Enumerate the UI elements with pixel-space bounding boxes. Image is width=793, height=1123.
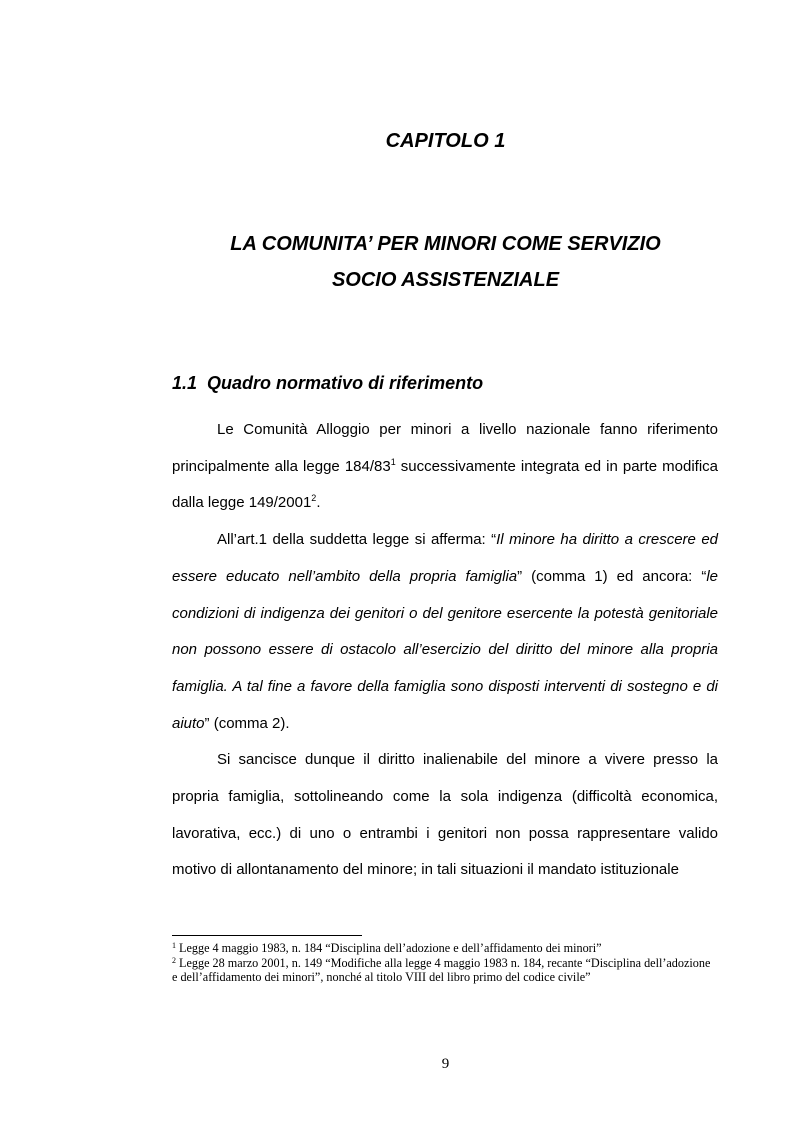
paragraph-3: Si sancisce dunque il diritto inalienabile del minore a vivere presso la propria famiglia, sottolineando come la sola indigenza (difficoltà economica, lavorativa, ecc.) di uno o entrambi i genitori non possa rappresentare valido motivo di allontanamento del minore; in tali situazioni il mandato istituzionale — [172, 751, 718, 879]
footnote-1-text: Legge 4 maggio 1983, n. 184 “Disciplina dell’adozione e dell’affidamento dei minori” — [176, 941, 602, 955]
body-text — [172, 412, 718, 889]
page-number: 9 — [441, 1056, 450, 1072]
chapter-title-line-1: LA COMUNITA’ PER MINORI COME SERVIZIO — [230, 233, 661, 255]
chapter-title-line-2: SOCIO ASSISTENZIALE — [331, 269, 560, 291]
chapter-heading: CAPITOLO 1 — [385, 130, 506, 152]
footnote-ref-2: 2 — [311, 493, 317, 504]
paragraph-2-text-c: ” (comma 2). — [204, 714, 290, 732]
paragraph-2 — [172, 522, 718, 742]
footnote-ref-1: 1 — [390, 456, 396, 467]
footnote-2-text: Legge 28 marzo 2001, n. 149 “Modifiche alla legge 4 maggio 1983 n. 184, recante “Disciplina dell’adozione e dell’affidamento dei minori”, nonché al titolo VIII del libro primo del codice civile” — [172, 955, 711, 984]
paragraph-1 — [172, 412, 718, 522]
quote-comma-1: Il minore ha diritto a crescere ed essere educato nell’ambito della propria famiglia — [172, 531, 718, 585]
section-heading — [172, 373, 483, 394]
chapter-title — [0, 226, 793, 298]
quote-comma-2: le condizioni di indigenza dei genitori o del genitore esercente la potestà genitoriale non possono essere di ostacolo all’esercizio del diritto del minore alla propria famiglia. A tal fine a favore della famiglia sono disposti interventi di sostegno e di aiuto — [172, 567, 718, 732]
footnote-separator — [172, 935, 362, 936]
paragraph-2-text-b: ” (comma 1) ed ancora: “ — [517, 567, 707, 585]
paragraph-2-text-a: All’art.1 della suddetta legge si afferma: “ — [217, 531, 497, 549]
footnote-1 — [172, 941, 718, 956]
footnote-2 — [172, 956, 718, 985]
paragraph-1-text-c: . — [316, 494, 321, 512]
paragraph-1-text-b: successivamente integrata ed in parte modifica dalla legge 149/2001 — [172, 457, 718, 512]
footnotes — [172, 941, 718, 985]
paragraph-1-text-a: Le Comunità Alloggio per minori a livello nazionale fanno riferimento principalmente alla legge 184/83 — [172, 421, 718, 475]
section-title: Quadro normativo di riferimento — [207, 373, 484, 393]
footnote-1-number: 1 — [172, 941, 176, 950]
footnote-2-number: 2 — [172, 955, 176, 965]
section-number: 1.1 — [172, 373, 198, 393]
